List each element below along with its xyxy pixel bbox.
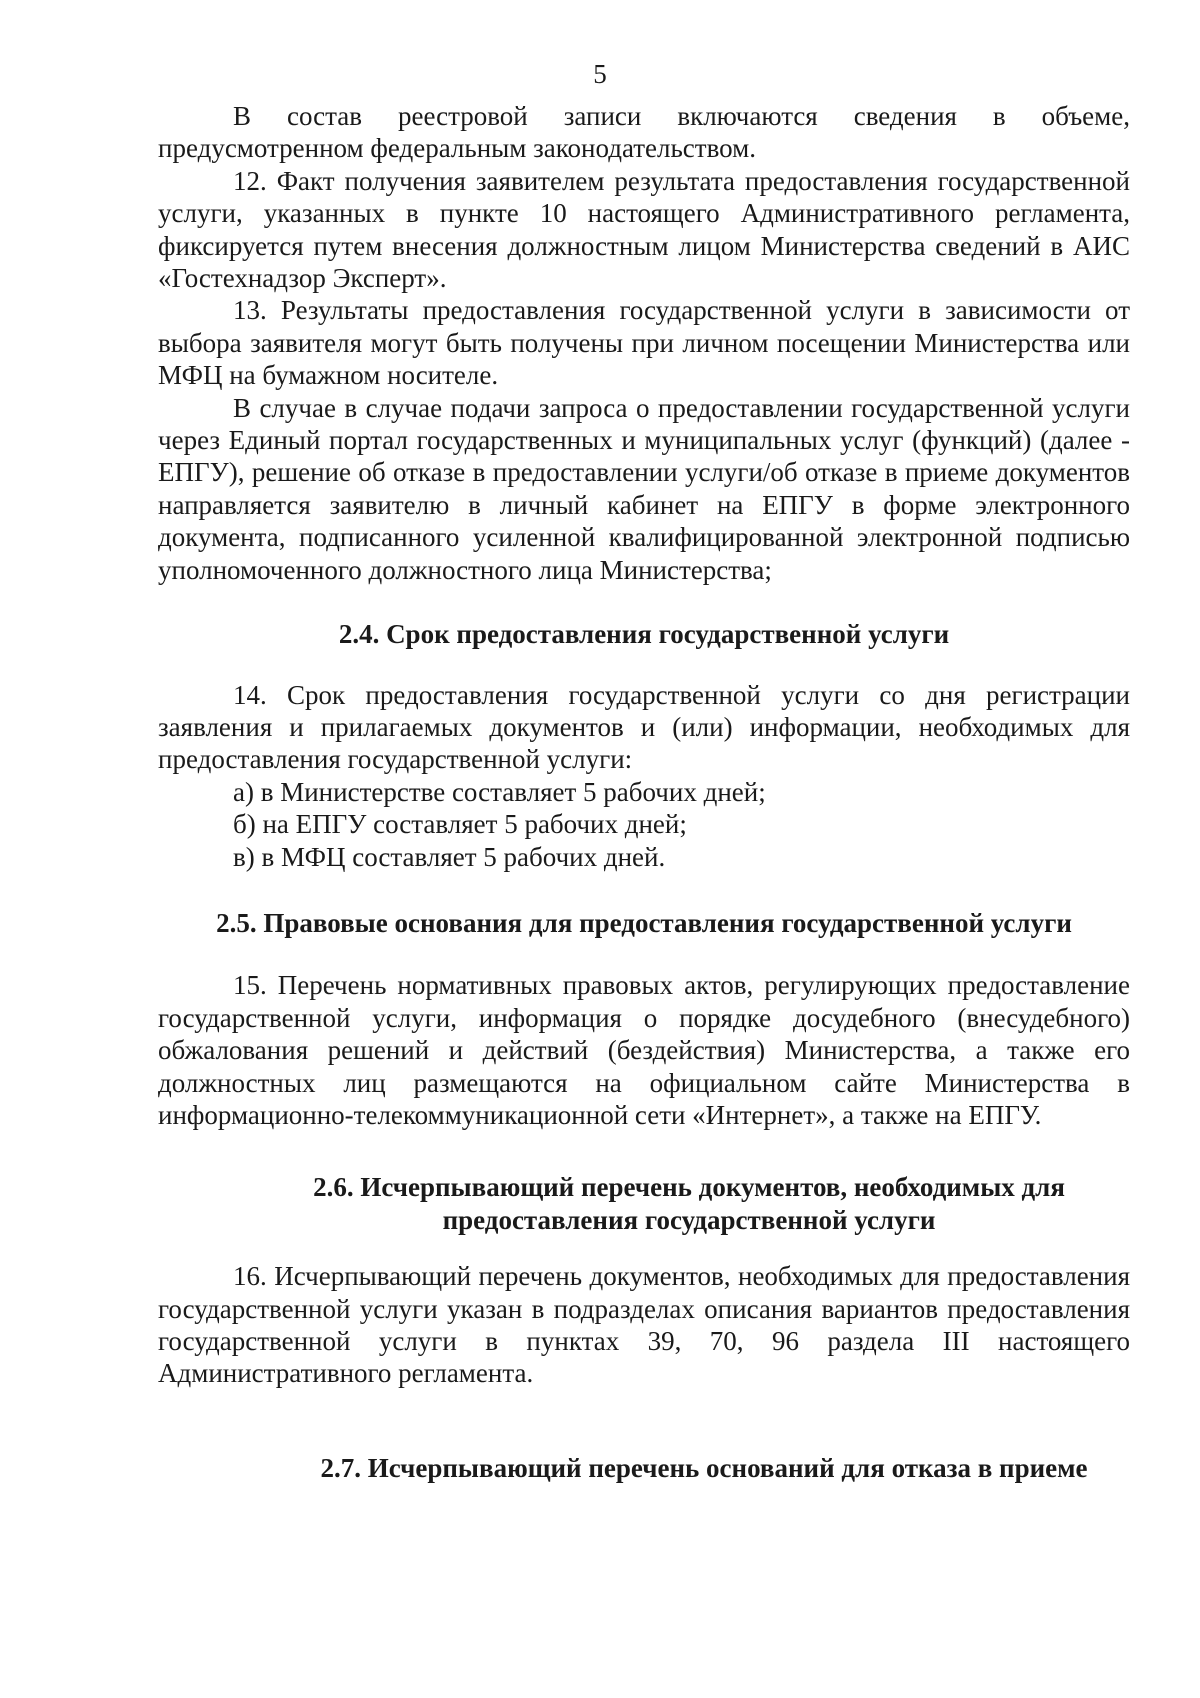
paragraph-14: 14. Срок предоставления государственной услуги со дня регистрации заявления и прилагаемых документов и (или) информации, необходимых для предоставления государственной услуги: [158, 679, 1130, 775]
heading-2-7: 2.7. Исчерпывающий перечень оснований для отказа в приеме [320, 1452, 1088, 1483]
paragraph-13: 13. Результаты предоставления государственной услуги в зависимости от выбора заявителя могут быть получены при личном посещении Министерства или МФЦ на бумажном носителе. [158, 295, 1130, 391]
heading-2-6: 2.6. Исчерпывающий перечень документов, необходимых для предоставления государственной услуги [313, 1172, 1065, 1235]
list-item-b: б) на ЕПГУ составляет 5 рабочих дней; [233, 809, 687, 840]
document-body [158, 100, 1130, 1484]
paragraph-12: 12. Факт получения заявителем результата предоставления государственной услуги, указанных в пункте 10 настоящего Административного регламента, фиксируется путем внесения должностным лицом Министерства сведений в АИС «Гостехнадзор Эксперт». [158, 165, 1130, 294]
paragraph-16: 16. Исчерпывающий перечень документов, необходимых для предоставления государственной услуги указан в подразделах описания вариантов предоставления государственной услуги в пунктах 39, 70, 96 раздела III настоящего Административного регламента. [158, 1261, 1130, 1389]
paragraph-15: 15. Перечень нормативных правовых актов, регулирующих предоставление государственной услуги, информация о порядке досудебного (внесудебного) обжалования решений и действий (бездействия) Министерства, а также его должностных лиц размещаются на официальном сайте Министерства в информационно-телекоммуникационной сети «Интернет», а также на ЕПГУ. [158, 970, 1130, 1130]
heading-2-4: 2.4. Срок предоставления государственной услуги [338, 619, 950, 650]
paragraph-registry-record: В состав реестровой записи включаются сведения в объеме, предусмотренном федеральным законодательством. [158, 101, 1130, 164]
list-item-a: а) в Министерстве составляет 5 рабочих дней; [233, 776, 766, 807]
list-item-v: в) в МФЦ составляет 5 рабочих дней. [233, 841, 666, 872]
heading-2-5: 2.5. Правовые основания для предоставления государственной услуги [216, 907, 1072, 938]
page-number: 5 [593, 59, 607, 89]
paragraph-epgu-refusal: В случае в случае подачи запроса о предоставлении государственной услуги через Единый портал государственных и муниципальных услуг (функций) (далее - ЕПГУ), решение об отказе в предоставлении услуги/об отказе в приеме документов направляется заявителю в личный кабинет на ЕПГУ в форме электронного документа, подписанного усиленной квалифицированной электронной подписью уполномоченного должностного лица Министерства; [158, 392, 1130, 585]
